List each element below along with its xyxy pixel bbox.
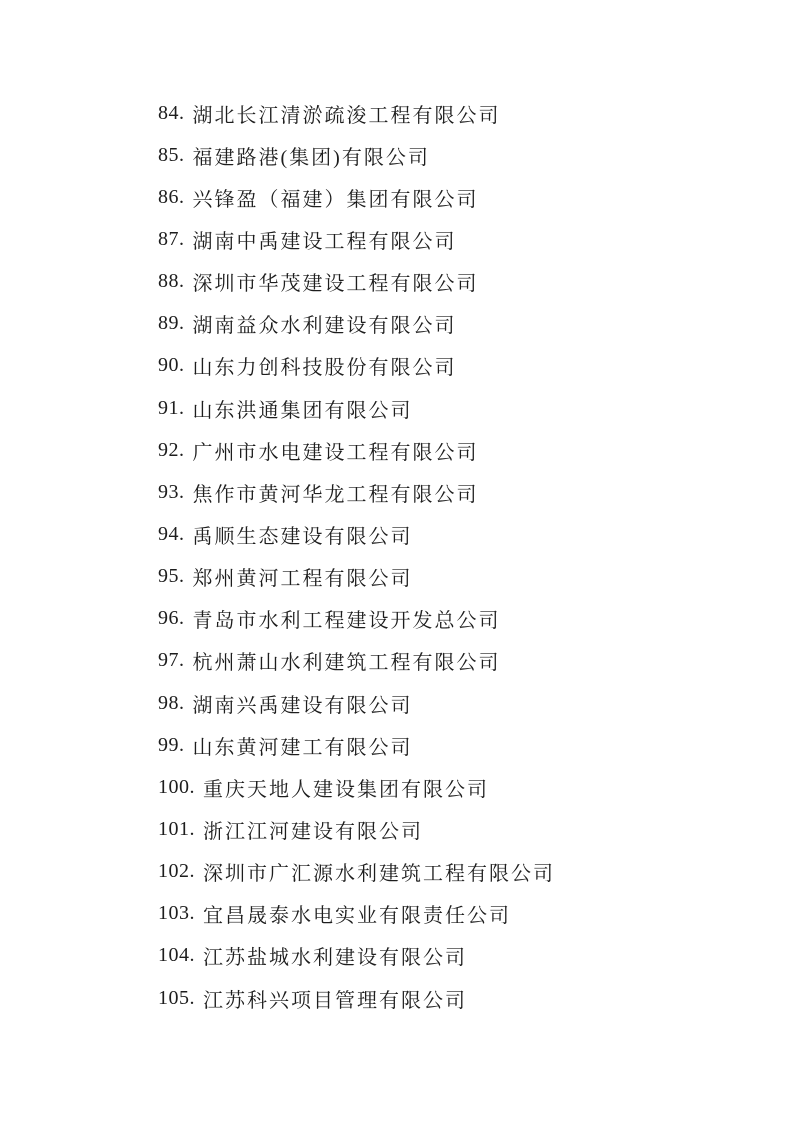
list-item — [158, 303, 555, 345]
item-company-name: 山东黄河建工有限公司 — [192, 736, 413, 759]
item-number: 91. — [158, 396, 185, 419]
item-number: 89. — [158, 312, 185, 335]
list-item — [158, 640, 555, 682]
list-item — [158, 387, 555, 429]
item-company-name: 青岛市水利工程建设开发总公司 — [192, 610, 501, 633]
item-number: 94. — [158, 522, 185, 545]
item-number: 97. — [158, 649, 185, 672]
item-company-name: 湖南中禹建设工程有限公司 — [192, 230, 457, 253]
item-number: 98. — [158, 691, 185, 714]
item-number: 103. — [158, 902, 195, 925]
list-item — [158, 345, 555, 387]
list-item — [158, 261, 555, 303]
item-company-name: 郑州黄河工程有限公司 — [192, 568, 413, 591]
item-number: 88. — [158, 270, 185, 293]
item-company-name: 禹顺生态建设有限公司 — [192, 525, 413, 548]
item-company-name: 湖北长江清淤疏浚工程有限公司 — [192, 104, 501, 127]
item-company-name: 山东洪通集团有限公司 — [192, 399, 413, 422]
list-item — [158, 218, 555, 260]
list-item — [158, 513, 555, 555]
item-company-name: 福建路港(集团)有限公司 — [192, 146, 430, 169]
item-company-name: 山东力创科技股份有限公司 — [192, 357, 457, 380]
list-item — [158, 724, 555, 766]
item-company-name: 江苏科兴项目管理有限公司 — [203, 989, 467, 1012]
list-item — [158, 134, 555, 176]
item-number: 92. — [158, 438, 185, 461]
item-company-name: 深圳市广汇源水利建筑工程有限公司 — [203, 863, 555, 886]
item-company-name: 兴锋盈（福建）集团有限公司 — [192, 188, 479, 211]
item-number: 104. — [158, 944, 195, 967]
item-company-name: 江苏盐城水利建设有限公司 — [203, 947, 467, 970]
list-item — [158, 429, 555, 471]
list-item — [158, 92, 555, 134]
item-number: 87. — [158, 227, 185, 250]
item-company-name: 广州市水电建设工程有限公司 — [192, 441, 479, 464]
list-item — [158, 935, 555, 977]
item-number: 85. — [158, 143, 185, 166]
item-number: 105. — [158, 986, 195, 1009]
item-company-name: 浙江江河建设有限公司 — [203, 820, 423, 843]
item-number: 99. — [158, 733, 185, 756]
item-number: 96. — [158, 607, 185, 630]
item-number: 90. — [158, 354, 185, 377]
item-company-name: 湖南兴禹建设有限公司 — [192, 694, 413, 717]
item-company-name: 深圳市华茂建设工程有限公司 — [192, 273, 479, 296]
item-number: 84. — [158, 101, 185, 124]
item-number: 101. — [158, 817, 195, 840]
list-item — [158, 556, 555, 598]
item-company-name: 宜昌晟泰水电实业有限责任公司 — [203, 905, 511, 928]
item-company-name: 重庆天地人建设集团有限公司 — [203, 778, 489, 801]
item-number: 102. — [158, 860, 195, 883]
item-company-name: 湖南益众水利建设有限公司 — [192, 315, 457, 338]
item-number: 93. — [158, 480, 185, 503]
list-item — [158, 176, 555, 218]
item-number: 86. — [158, 185, 185, 208]
list-item — [158, 682, 555, 724]
item-company-name: 杭州萧山水利建筑工程有限公司 — [192, 652, 501, 675]
list-item — [158, 598, 555, 640]
item-number: 100. — [158, 775, 195, 798]
item-company-name: 焦作市黄河华龙工程有限公司 — [192, 483, 479, 506]
list-item — [158, 766, 555, 808]
list-item — [158, 851, 555, 893]
item-number: 95. — [158, 565, 185, 588]
list-item — [158, 977, 555, 1019]
list-item — [158, 808, 555, 850]
list-item — [158, 471, 555, 513]
company-list — [158, 92, 555, 1019]
list-item — [158, 893, 555, 935]
